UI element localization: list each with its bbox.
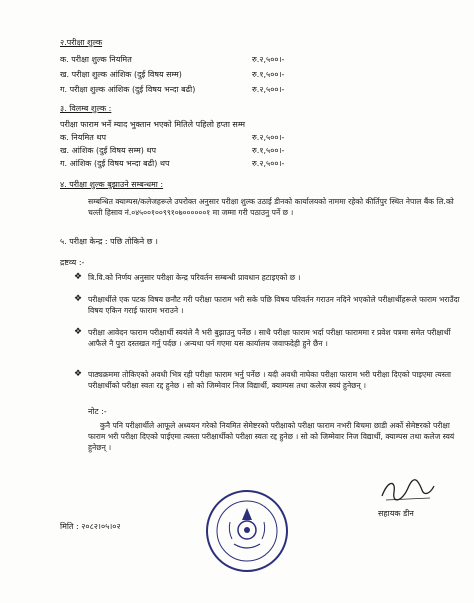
handwritten-signature — [378, 476, 438, 510]
late-fee-row-amount: रु.२,५००।- — [252, 133, 285, 142]
notes-heading: द्रष्टव्य :- — [60, 258, 85, 267]
issue-date: मिति : २०८२।०५।०२ — [60, 522, 121, 531]
signatory-title: सहायक डीन — [378, 509, 414, 518]
note-item: त्रि.वि.को निर्णय अनुसार परीक्षा केन्द्र परिवर्तन सम्बन्धी प्रावधान हटाइएको छ । — [88, 273, 301, 282]
footnote-heading: नोट :- — [88, 407, 107, 416]
late-fee-row-label: ख. आंशिक (दुई विषय सम्म) थप — [60, 146, 157, 155]
office-seal-stamp — [206, 490, 288, 572]
late-fee-row-amount: रु.२,५००।- — [252, 159, 285, 168]
fee-row-label: ग. परीक्षा शुल्क आंशिक (दुई विषय भन्दा बढी) — [60, 85, 196, 94]
seal-emblem-icon — [208, 492, 286, 570]
bullet-icon: ❖ — [74, 369, 83, 379]
fee-row-amount: रु.१,५००।- — [252, 70, 285, 79]
fee-row-amount: रु.२,५००।- — [252, 55, 285, 64]
late-fee-row-amount: रु.१,५००।- — [252, 146, 285, 155]
section3-intro: परीक्षा फाराम भर्ने म्याद भुक्तान भएको मितिले पहिलो हप्ता सम्म — [60, 120, 246, 129]
section2-heading: २.परीक्षा शुल्क — [60, 38, 103, 47]
section4-heading: ४. परीक्षा शुल्क बुझाउने सम्बन्धमा : — [60, 180, 164, 189]
section4-text: सम्बन्धित क्याम्पस/कलेजहरूले उपरोक्त अनुसार परीक्षा शुल्क उठाई डीनको कार्यालयको नाममा रहेको कीर्तिपुर स्थित नेपाल बैंक लि.को चल्ती हिसाव नं.०४५००१००९९१०७००००००१ मा जम्मा गरी पठाउनु पर्ने छ । — [88, 197, 454, 217]
note-item: परीक्षा आवेदन फाराम परीक्षार्थी स्वयंले नै भरी बुझाउनु पर्नेछ । साथै परीक्षा फाराम भर्दा परीक्षा फाराममा र प्रवेश पत्रमा समेत परीक्षार्थी आफैले नै पुरा दस्तखत गर्नु पर्दछ । अन्यथा पर्न गएमा यस कार्यालय जवाफदेही हुने छैन । — [88, 328, 451, 348]
fee-row-amount: रु.२,५००।- — [252, 85, 285, 94]
bullet-icon: ❖ — [74, 327, 83, 337]
note-item: पाठ्यक्रममा तोकिएको अवधी भित्र रही परीक्षा फाराम भर्नु पर्नेछ । यदी अवधी नाघेका परीक्षा फाराम भरी परीक्षा दिएको पाइएमा त्यस्ता परीक्षार्थीको परीक्षा स्वतः रद्द हुनेछ । सो को जिम्मेवार निज विद्यार्थी, क्याम्पस तथा कलेज स्वयं हुनेछन् । — [88, 370, 452, 390]
section5-heading: ५. परीक्षा केन्द्र : पछि तोकिने छ । — [60, 237, 158, 246]
fee-row-label: क. परीक्षा शुल्क नियमित — [60, 55, 132, 64]
note-item: परीक्षार्थीले एक पटक विषय छनौट गरी परीक्षा फाराम भरी सके पछि विषय परिवर्तन गराउन नदिने भएकोले परीक्षार्थीहरूले फाराम भराउँदा विषय एकिन गराई फाराम भराउने । — [88, 295, 460, 315]
late-fee-row-label: क. नियमित थप — [60, 133, 106, 142]
late-fee-row-label: ग. आंशिक (दुई विषय भन्दा बढी) थप — [60, 159, 170, 168]
footnote-text: कुनै पनि परीक्षार्थीले आफूले अध्ययन गरेको नियमित सेमेष्टरको परीक्षाको परीक्षा फाराम नभरी बिचमा छाडी अर्को सेमेष्टरको परीक्षा फाराम भरी परीक्षा दिएको पाईएमा त्यस्ता परीक्षार्थीको परीक्षा स्वतः रद्द हुनेछ । सो को जिम्मेवार निज विद्यार्थी, क्याम्पस तथा कलेज स्वयं हुनेछन् । — [88, 421, 455, 452]
fee-row-label: ख. परीक्षा शुल्क आंशिक (दुई विषय सम्म) — [60, 70, 182, 79]
section3-heading: ३. विलम्ब शुल्क : — [60, 104, 112, 113]
bullet-icon: ❖ — [74, 294, 83, 304]
bullet-icon: ❖ — [74, 272, 83, 282]
